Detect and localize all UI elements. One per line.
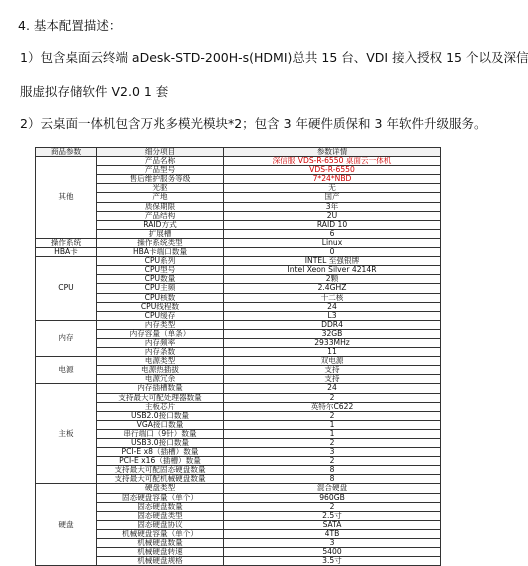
table-row bbox=[36, 302, 441, 311]
item-cell: 内存容量（单条） bbox=[97, 329, 224, 338]
table-row bbox=[36, 375, 441, 384]
item-cell: USB3.0接口数量 bbox=[97, 439, 224, 448]
item-cell: VGA接口数量 bbox=[97, 420, 224, 429]
header-item: 细分项目 bbox=[97, 148, 224, 157]
item-cell: 固态硬盘容量（单个） bbox=[97, 493, 224, 502]
category-cell: 硬盘 bbox=[36, 484, 97, 566]
item-cell: 支持最大可配处理器数量 bbox=[97, 393, 224, 402]
table-row bbox=[36, 439, 441, 448]
value-cell: 英特尔C622 bbox=[224, 402, 441, 411]
value-cell: 2933MHz bbox=[224, 338, 441, 347]
value-cell: 2 bbox=[224, 457, 441, 466]
table-row bbox=[36, 393, 441, 402]
value-cell: L3 bbox=[224, 311, 441, 320]
item-cell: CPU线程数 bbox=[97, 302, 224, 311]
category-cell: CPU bbox=[36, 257, 97, 321]
table-row bbox=[36, 366, 441, 375]
table-row bbox=[36, 420, 441, 429]
table-row bbox=[36, 466, 441, 475]
table-row bbox=[36, 229, 441, 238]
value-cell: 960GB bbox=[224, 493, 441, 502]
value-cell: 5400 bbox=[224, 548, 441, 557]
value-cell: 支持 bbox=[224, 375, 441, 384]
item-cell: 内存条数 bbox=[97, 348, 224, 357]
header-value: 参数详情 bbox=[224, 148, 441, 157]
item-cell: 固态硬盘数量 bbox=[97, 502, 224, 511]
value-cell: Intel Xeon Silver 4214R bbox=[224, 266, 441, 275]
value-cell: 2U bbox=[224, 211, 441, 220]
value-cell: 2 bbox=[224, 393, 441, 402]
value-cell: 0 bbox=[224, 248, 441, 257]
value-cell: 2.4GHZ bbox=[224, 284, 441, 293]
description-line-1-continued: 服虚拟存储软件 V2.0 1 套 bbox=[20, 84, 169, 99]
category-cell: 其他 bbox=[36, 157, 97, 239]
table-row bbox=[36, 175, 441, 184]
value-cell: 双电源 bbox=[224, 357, 441, 366]
table-row bbox=[36, 311, 441, 320]
category-cell: 操作系统 bbox=[36, 238, 97, 247]
item-cell: 产品型号 bbox=[97, 166, 224, 175]
value-cell: 24 bbox=[224, 384, 441, 393]
spec-table-body bbox=[36, 157, 441, 566]
value-cell: 2 bbox=[224, 439, 441, 448]
value-cell: 32GB bbox=[224, 329, 441, 338]
item-cell: 售后维护服务等级 bbox=[97, 175, 224, 184]
item-cell: 硬盘类型 bbox=[97, 484, 224, 493]
table-row bbox=[36, 429, 441, 438]
item-cell: USB2.0接口数量 bbox=[97, 411, 224, 420]
item-cell: CPU系列 bbox=[97, 257, 224, 266]
item-cell: 支持最大可配固态硬盘数量 bbox=[97, 466, 224, 475]
value-cell: 8 bbox=[224, 475, 441, 484]
section-heading: 4. 基本配置描述： bbox=[18, 18, 122, 33]
category-cell: HBA卡 bbox=[36, 248, 97, 257]
item-cell: 机械硬盘规格 bbox=[97, 557, 224, 566]
item-cell: 机械硬盘转速 bbox=[97, 548, 224, 557]
item-cell: 内存插槽数量 bbox=[97, 384, 224, 393]
table-row bbox=[36, 220, 441, 229]
table-row bbox=[36, 157, 441, 166]
category-cell: 电源 bbox=[36, 357, 97, 384]
header-category: 商品参数 bbox=[36, 148, 97, 157]
value-cell: 1 bbox=[224, 429, 441, 438]
category-cell: 主板 bbox=[36, 384, 97, 484]
value-cell: 8 bbox=[224, 466, 441, 475]
value-cell: 7*24*NBD bbox=[224, 175, 441, 184]
item-cell: 电源冗余 bbox=[97, 375, 224, 384]
table-row bbox=[36, 257, 441, 266]
table-row bbox=[36, 493, 441, 502]
item-cell: 扩展槽 bbox=[97, 229, 224, 238]
value-cell: 无 bbox=[224, 184, 441, 193]
item-cell: 机械硬盘容量（单个） bbox=[97, 529, 224, 538]
value-cell: 6 bbox=[224, 229, 441, 238]
table-row bbox=[36, 411, 441, 420]
item-cell: 产地 bbox=[97, 193, 224, 202]
value-cell: Linux bbox=[224, 238, 441, 247]
value-cell: 国产 bbox=[224, 193, 441, 202]
item-cell: 机械硬盘数量 bbox=[97, 539, 224, 548]
item-cell: CPU缓存 bbox=[97, 311, 224, 320]
table-row bbox=[36, 402, 441, 411]
table-row bbox=[36, 475, 441, 484]
table-row bbox=[36, 193, 441, 202]
item-cell: PCI-E x16（插槽）数量 bbox=[97, 457, 224, 466]
table-row bbox=[36, 184, 441, 193]
table-row bbox=[36, 338, 441, 347]
table-row bbox=[36, 511, 441, 520]
item-cell: CPU型号 bbox=[97, 266, 224, 275]
table-row bbox=[36, 320, 441, 329]
value-cell: INTEL 至强银牌 bbox=[224, 257, 441, 266]
item-cell: 固态硬盘协议 bbox=[97, 520, 224, 529]
item-cell: 支持最大可配机械硬盘数量 bbox=[97, 475, 224, 484]
item-cell: 产品名称 bbox=[97, 157, 224, 166]
table-row bbox=[36, 457, 441, 466]
value-cell: 1 bbox=[224, 420, 441, 429]
value-cell: 3年 bbox=[224, 202, 441, 211]
category-cell: 内存 bbox=[36, 320, 97, 356]
value-cell: 2 bbox=[224, 411, 441, 420]
spec-table bbox=[35, 147, 441, 566]
table-row bbox=[36, 266, 441, 275]
table-row bbox=[36, 548, 441, 557]
item-cell: 光驱 bbox=[97, 184, 224, 193]
item-cell: PCI-E x8（插槽）数量 bbox=[97, 448, 224, 457]
item-cell: 串行端口（9针）数量 bbox=[97, 429, 224, 438]
value-cell: 2颗 bbox=[224, 275, 441, 284]
item-cell: CPU数量 bbox=[97, 275, 224, 284]
table-row bbox=[36, 484, 441, 493]
table-row bbox=[36, 529, 441, 538]
value-cell: SATA bbox=[224, 520, 441, 529]
description-line-1: 1）包含桌面云终端 aDesk-STD-200H-s(HDMI)总共 15 台、VDI 接入授权 15 个以及深信 bbox=[20, 50, 528, 65]
value-cell: 3.5寸 bbox=[224, 557, 441, 566]
item-cell: 质保期限 bbox=[97, 202, 224, 211]
item-cell: HBA卡端口数量 bbox=[97, 248, 224, 257]
table-row bbox=[36, 448, 441, 457]
value-cell: 支持 bbox=[224, 366, 441, 375]
table-row bbox=[36, 275, 441, 284]
value-cell: 3 bbox=[224, 448, 441, 457]
value-cell: 2 bbox=[224, 502, 441, 511]
item-cell: 操作系统类型 bbox=[97, 238, 224, 247]
table-row bbox=[36, 557, 441, 566]
table-row bbox=[36, 211, 441, 220]
value-cell: 十二核 bbox=[224, 293, 441, 302]
item-cell: 电源热插拔 bbox=[97, 366, 224, 375]
value-cell: 深信服 VDS-R-6550 桌面云一体机 bbox=[224, 157, 441, 166]
value-cell: DDR4 bbox=[224, 320, 441, 329]
value-cell: RAID 10 bbox=[224, 220, 441, 229]
table-row bbox=[36, 284, 441, 293]
table-row bbox=[36, 357, 441, 366]
table-row bbox=[36, 520, 441, 529]
table-row bbox=[36, 166, 441, 175]
item-cell: 电源类型 bbox=[97, 357, 224, 366]
value-cell: 3 bbox=[224, 539, 441, 548]
item-cell: CPU核数 bbox=[97, 293, 224, 302]
table-row bbox=[36, 348, 441, 357]
value-cell: 24 bbox=[224, 302, 441, 311]
value-cell: 混合硬盘 bbox=[224, 484, 441, 493]
item-cell: RAID方式 bbox=[97, 220, 224, 229]
value-cell: VDS-R-6550 bbox=[224, 166, 441, 175]
table-row bbox=[36, 329, 441, 338]
table-row bbox=[36, 238, 441, 247]
table-row bbox=[36, 502, 441, 511]
item-cell: 固态硬盘类型 bbox=[97, 511, 224, 520]
table-row bbox=[36, 539, 441, 548]
table-row bbox=[36, 202, 441, 211]
table-row bbox=[36, 293, 441, 302]
item-cell: 内存频率 bbox=[97, 338, 224, 347]
value-cell: 2.5寸 bbox=[224, 511, 441, 520]
item-cell: CPU主频 bbox=[97, 284, 224, 293]
item-cell: 内存类型 bbox=[97, 320, 224, 329]
table-row bbox=[36, 248, 441, 257]
value-cell: 11 bbox=[224, 348, 441, 357]
item-cell: 产品结构 bbox=[97, 211, 224, 220]
value-cell: 4TB bbox=[224, 529, 441, 538]
description-line-2: 2）云桌面一体机包含万兆多模光模块*2；包含 3 年硬件质保和 3 年软件升级服务。 bbox=[20, 116, 487, 131]
item-cell: 主板芯片 bbox=[97, 402, 224, 411]
table-row bbox=[36, 384, 441, 393]
